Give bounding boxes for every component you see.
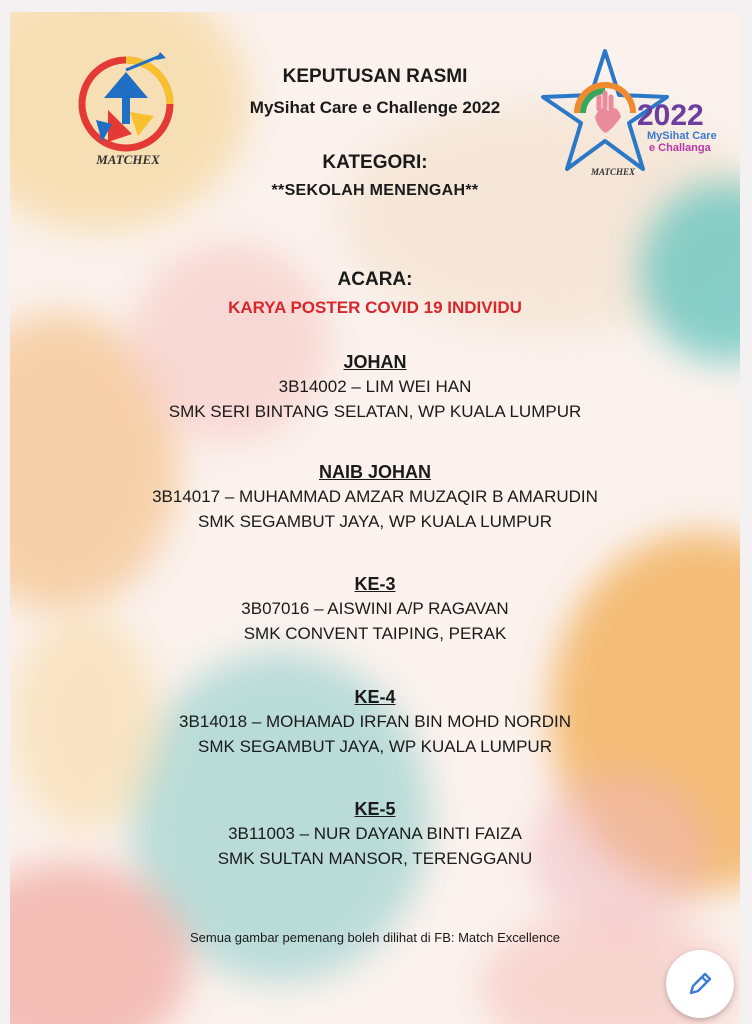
result-poster [10,12,740,1024]
result-school: SMK SEGAMBUT JAYA, WP KUALA LUMPUR [198,737,552,756]
result-school: SMK SERI BINTANG SELATAN, WP KUALA LUMPUR [168,402,582,421]
result-entry: 3B14017 – MUHAMMAD AMZAR MUZAQIR B AMARUDIN [152,487,598,506]
edit-fab-button[interactable] [666,950,734,1018]
result-rank: JOHAN [343,352,407,372]
result-block [50,460,700,534]
result-rank: KE-5 [354,799,396,819]
page-title: KEPUTUSAN RASMI [282,66,468,87]
footer-note: Semua gambar pemenang boleh dilihat di FB: Match Excellence [190,930,560,945]
event-label: ACARA: [337,269,413,290]
result-rank: KE-4 [354,687,396,707]
result-rank: KE-3 [354,574,396,594]
logo-line2: e Challanga [649,142,711,154]
page-subtitle: MySihat Care e Challenge 2022 [249,98,501,117]
result-entry: 3B14002 – LIM WEI HAN [278,377,472,396]
category-value: **SEKOLAH MENENGAH** [271,182,479,199]
result-school: SMK SULTAN MANSOR, TERENGGANU [217,849,533,868]
logo-left-text: MATCHEX [96,152,160,167]
result-entry: 3B14018 – MOHAMAD IRFAN BIN MOHD NORDIN [178,712,572,731]
event-name: KARYA POSTER COVID 19 INDIVIDU [228,298,522,317]
logo-line1: MySihat Care [647,130,717,142]
category-label: KATEGORI: [322,152,428,173]
result-block [50,797,700,871]
logo-year: 2022 [637,99,704,132]
result-school: SMK SEGAMBUT JAYA, WP KUALA LUMPUR [198,512,552,531]
result-block [50,572,700,646]
result-entry: 3B11003 – NUR DAYANA BINTI FAIZA [228,824,522,843]
result-school: SMK CONVENT TAIPING, PERAK [243,624,507,643]
result-rank: NAIB JOHAN [318,462,431,482]
result-entry: 3B07016 – AISWINI A/P RAGAVAN [241,599,509,618]
result-block [50,350,700,424]
result-block [50,685,700,759]
pencil-icon [686,970,714,998]
logo-brand: MATCHEX [591,167,636,177]
